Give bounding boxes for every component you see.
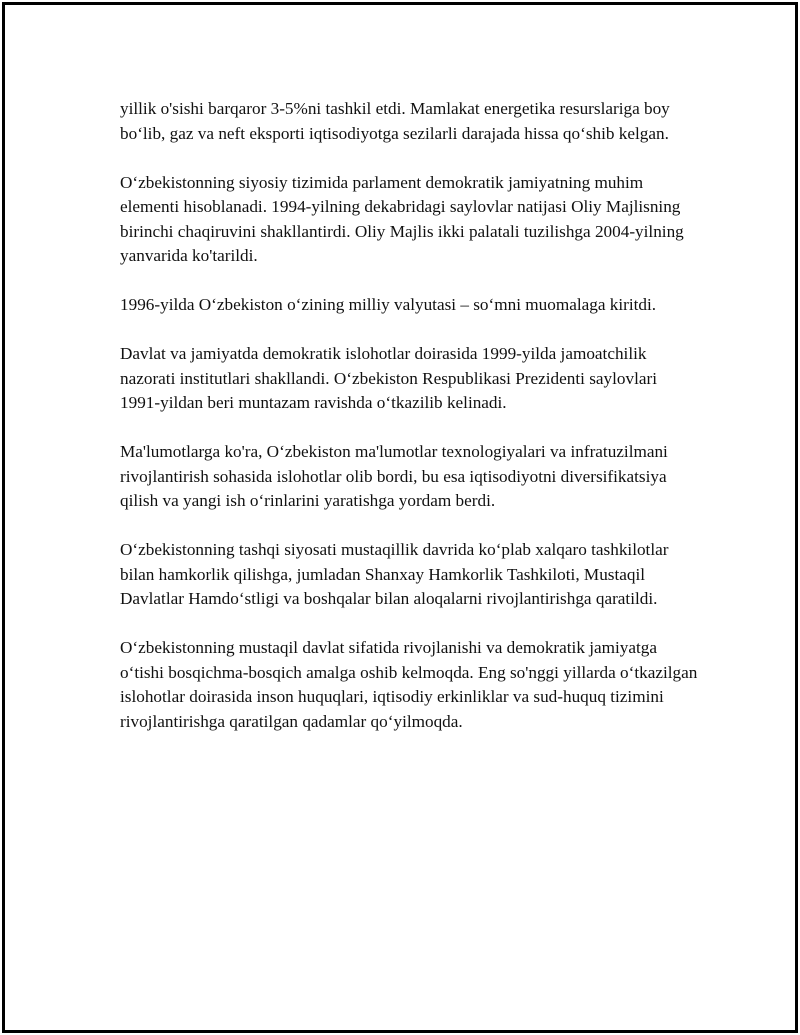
page-frame (2, 2, 798, 1033)
paragraph-foreign-policy: O‘zbekistonning tashqi siyosati mustaqillik davrida ko‘plab xalqaro tashkilotlar bilan hamkorlik qilishga, jumladan Shanxay Hamkorlik Tashkiloti, Mustaqil Davlatlar Hamdo‘stligi va boshqalar bilan aloqalarni rivojlantirishga qaratildi. (120, 540, 669, 608)
paragraph-development: O‘zbekistonning mustaqil davlat sifatida rivojlanishi va demokratik jamiyatga o‘tishi bosqichma-bosqich amalga oshib kelmoqda. Eng so'nggi yillarda o‘tkazilgan islohotlar doirasida inson huquqlari, iqtisodiy erkinliklar va sud-huquq tizimini rivojlantirishga qaratilgan qadamlar qo‘yilmoqda. (120, 638, 698, 731)
paragraph-it-infrastructure: Ma'lumotlarga ko'ra, O‘zbekiston ma'lumotlar texnologiyalari va infratuzilmani rivojlantirish sohasida islohotlar olib bordi, bu esa iqtisodiyotni diversifikatsiya qilish va yangi ish o‘rinlarini yaratishga yordam berdi. (120, 442, 668, 510)
document-body (120, 97, 700, 759)
paragraph-democratic-reforms: Davlat va jamiyatda demokratik islohotlar doirasida 1999-yilda jamoatchilik nazorati institutlari shakllandi. O‘zbekiston Respublikasi Prezidenti saylovlari 1991-yildan beri muntazam ravishda o‘tkazilib kelinadi. (120, 344, 657, 412)
paragraph-currency: 1996-yilda O‘zbekiston o‘zining milliy valyutasi – so‘mni muomalaga kiritdi. (120, 295, 657, 314)
paragraph-parliament: O‘zbekistonning siyosiy tizimida parlament demokratik jamiyatning muhim elementi hisoblanadi. 1994-yilning dekabridagi saylovlar natijasi Oliy Majlisning birinchi chaqiruvini shakllantirdi. Oliy Majlis ikki palatali tuzilishga 2004-yilning yanvarida ko'tarildi. (120, 172, 684, 265)
paragraph-economy: yillik o'sishi barqaror 3-5%ni tashkil etdi. Mamlakat energetika resurslariga boy bo‘lib, gaz va neft eksporti iqtisodiyotga sezilarli darajada hissa qo‘shib kelgan. (120, 99, 670, 143)
